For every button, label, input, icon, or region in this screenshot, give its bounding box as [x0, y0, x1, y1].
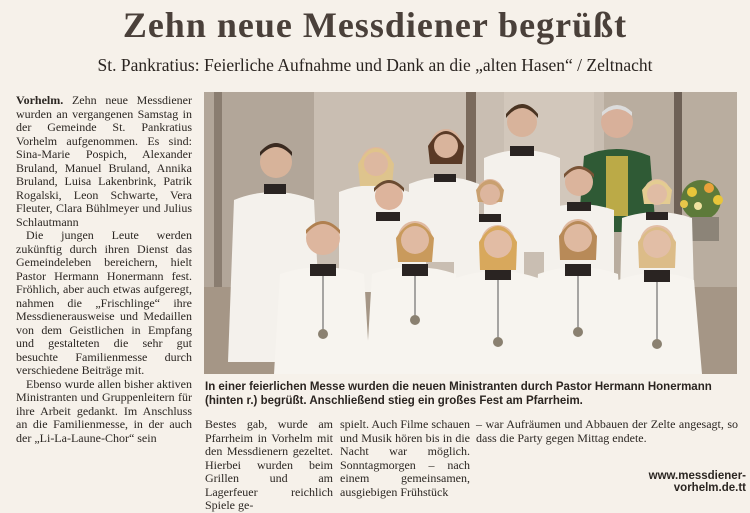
article-column-2: Bestes gab, wurde am Pfarrheim in Vorhelm mit den Messdienern gezeltet. Hierbei wurden beim Grillen und am Lagerfeuer reichlich Spiele ge- [205, 417, 333, 512]
subheadline: St. Pankratius: Feierliche Aufnahme und Dank an die „alten Hasen“ / Zeltnacht [97, 55, 653, 75]
headline: Zehn neue Messdiener begrüßt [122, 5, 628, 45]
paragraph-1-text: Zehn neue Messdiener wurden an vergangenen Samstag in der Gemeinde St. Pankratius Vorhelm aufgenommen. Es sind: Sina-Marie Pospich, Alexander Bruland, Manuel Bruland, Annika Bruland, Luisa Lakenbrink, Patrik Rogalski, Leon Schwarte, Vera Fleuter, Clara Bühlmeyer und Julius Schlautmann [16, 93, 192, 229]
article-column-1 [16, 94, 192, 445]
article-paragraph-1 [16, 94, 192, 229]
group-photo [204, 92, 737, 374]
photo-caption: In einer feierlichen Messe wurden die neuen Ministranten durch Pastor Hermann Honermann (hinten r.) begrüßt. Anschließend stieg ein großes Fest am Pfarrheim. [205, 381, 712, 407]
article-paragraph-3: Ebenso wurde allen bisher aktiven Ministranten und Gruppenleitern für ihre Arbeit gedankt. Im Anschluss an die Familienmesse, in der auch der „Li-La-Laune-Chor“ sein [16, 376, 192, 445]
article-column-4: – war Aufräumen und Abbauen der Zelte angesagt, so dass die Party gegen Mittag endete. [476, 417, 738, 445]
article-paragraph-2: Die jungen Leute werden zukünftig durch ihren Dienst das Gemeindeleben bereichern, hielt Pastor Hermann Honermann fest. Fröhlich, aber auch etwas aufgeregt, nahmen die „Frischlinge“ ihre Messdienerausweise und Medaillen von dem Geistlichen in Empfang und gestalteten die sehr gut besuchte Familienmesse durch verschiedene Beiträge mit. [16, 228, 192, 377]
website-link[interactable]: www.messdiener-vorhelm.de.tt [648, 470, 746, 494]
article-column-3: spielt. Auch Filme schauen und Musik hören bis in die Nacht war möglich. Sonntagmorgen – nach einem gemeinsamen, ausgiebigen Frühstück [340, 417, 470, 499]
photo-illustration [204, 92, 737, 374]
dateline: Vorhelm. [16, 93, 64, 107]
